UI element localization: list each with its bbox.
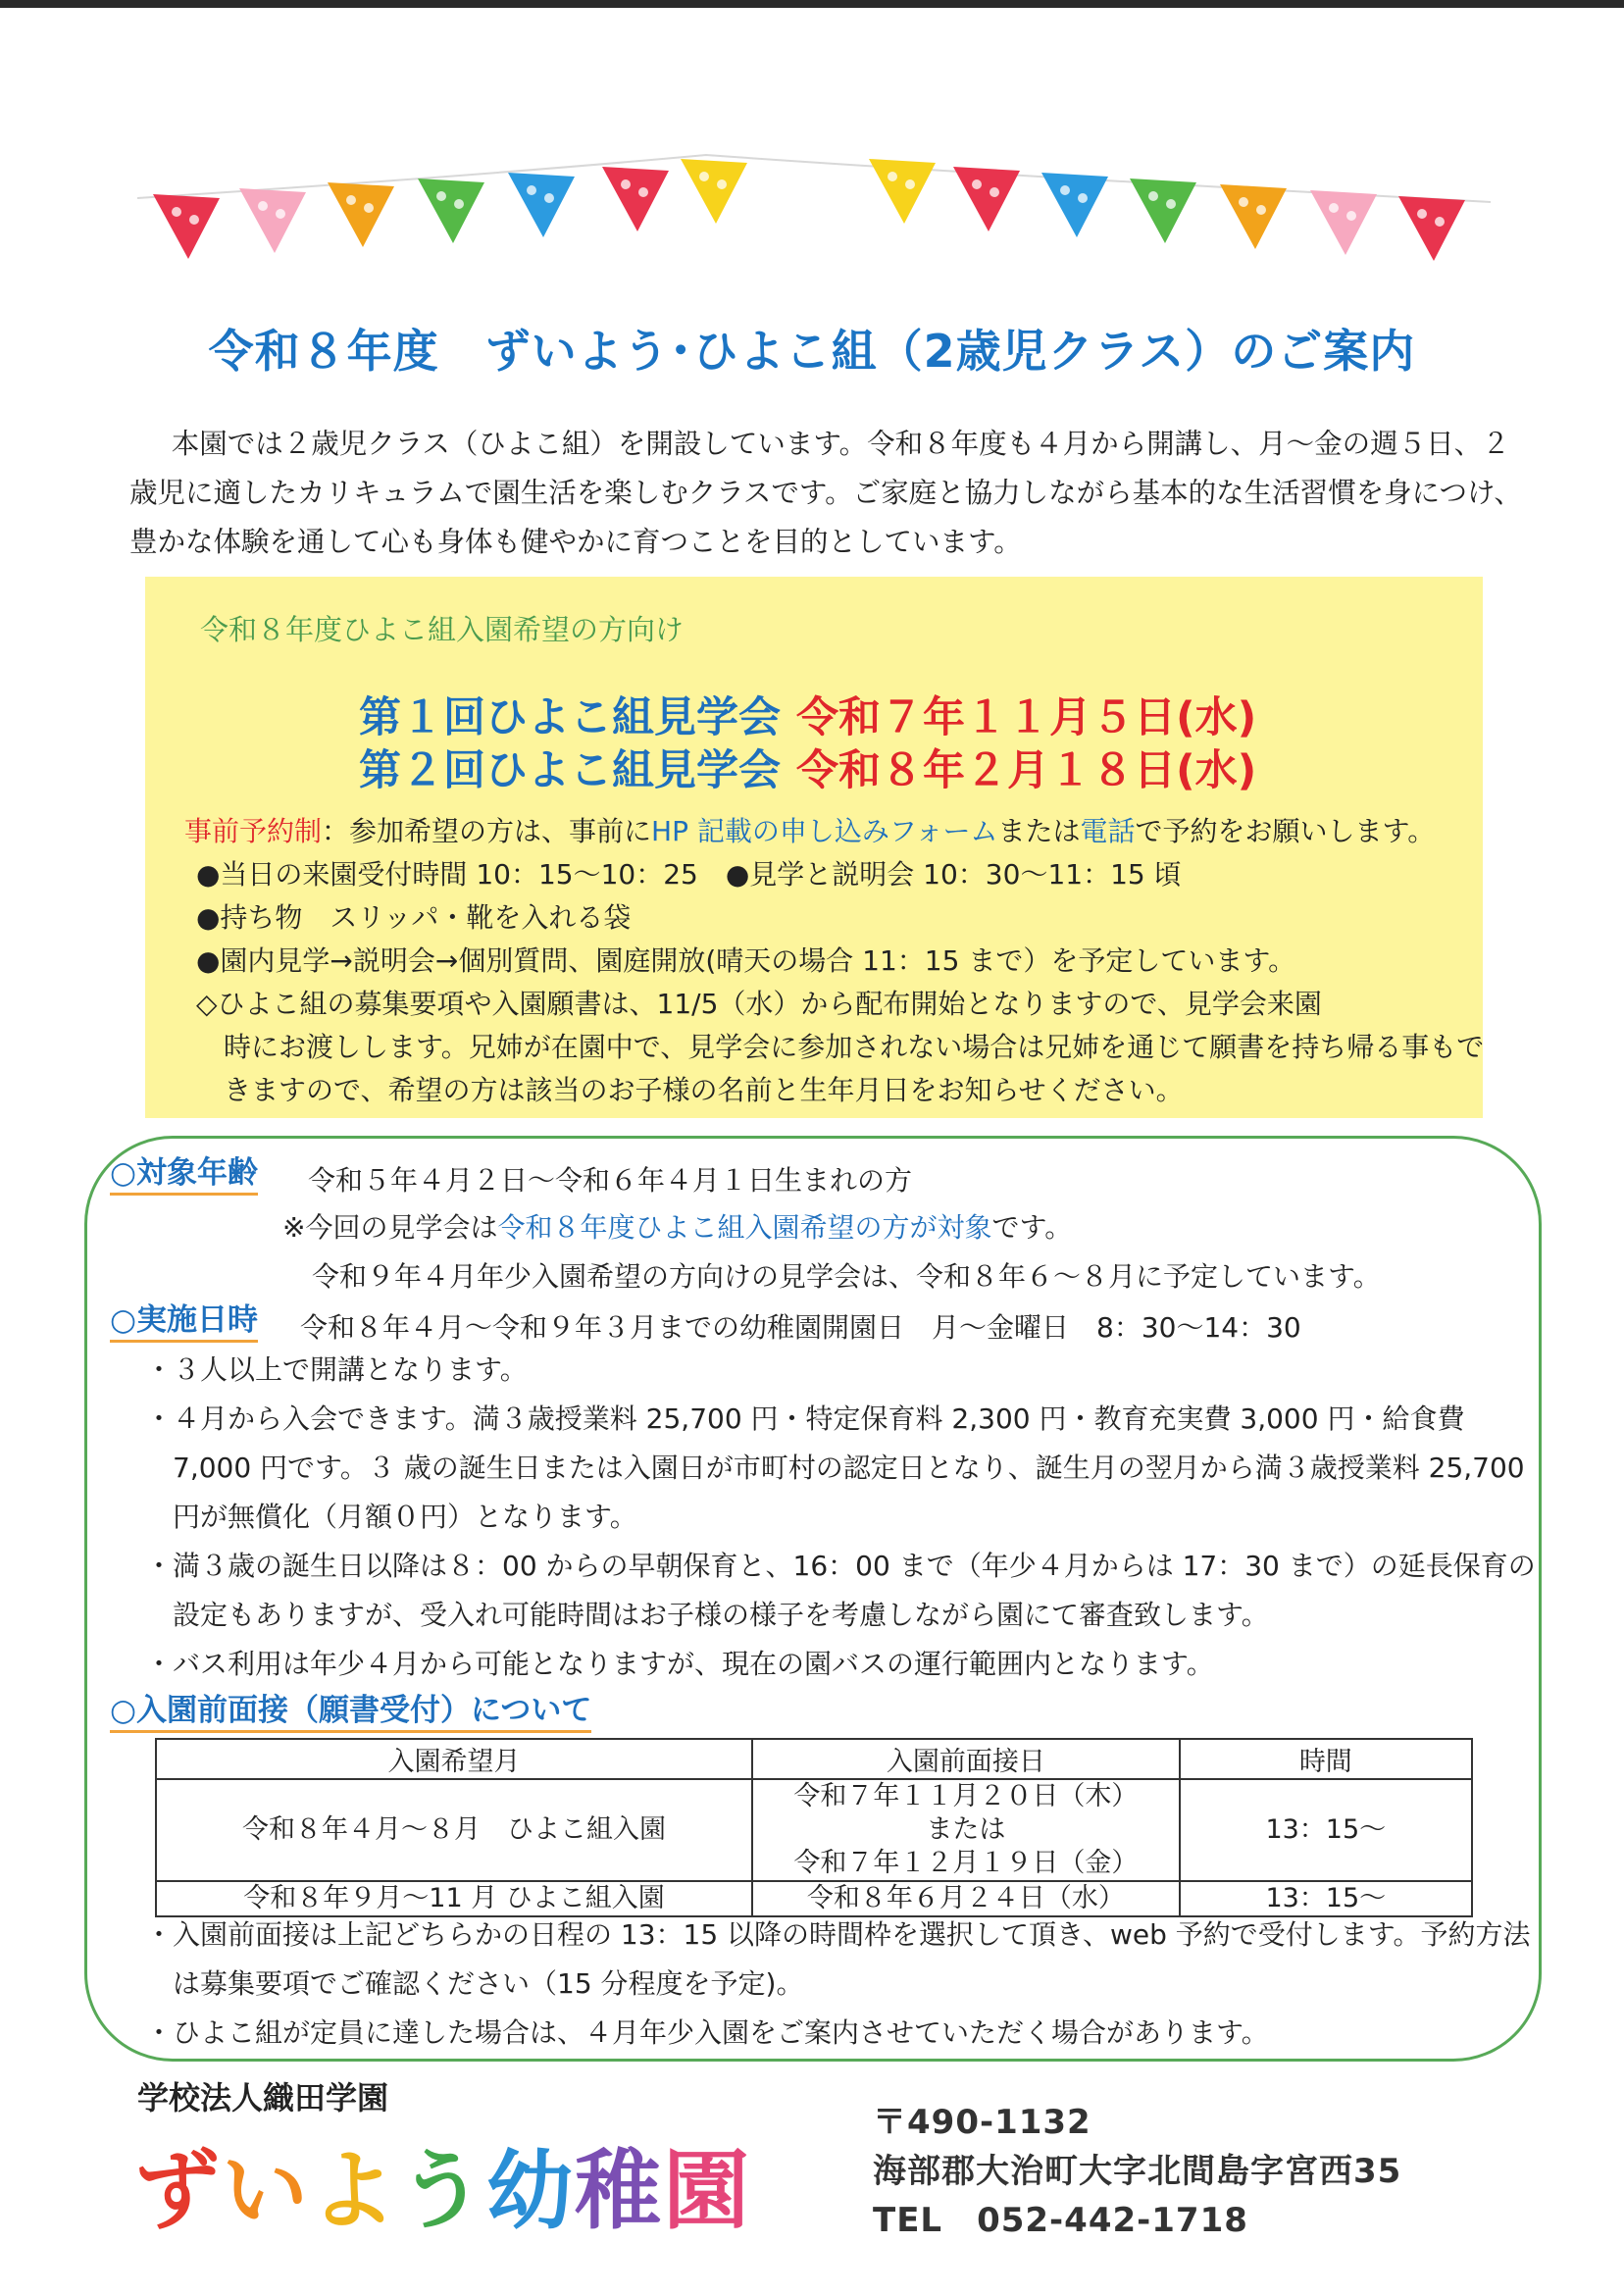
bunting-flag bbox=[869, 159, 936, 224]
bunting-flag-dot bbox=[189, 215, 199, 225]
reception-time-line: ●当日の来園受付時間 10：15～10：25 ●見学と説明会 10：30～11：15 頃 bbox=[196, 858, 1182, 891]
logo-character: う bbox=[398, 2140, 487, 2241]
bunting-flag-dot bbox=[454, 199, 464, 209]
interview-date-or: または bbox=[926, 1814, 1006, 1845]
event-date-1: 令和７年１１月５日(水) bbox=[796, 693, 1257, 742]
bunting-garland bbox=[0, 137, 1624, 294]
reservation-form-link[interactable]: HP 記載の申し込みフォーム bbox=[651, 815, 998, 847]
logo-character: 園 bbox=[663, 2140, 752, 2241]
interview-heading: ○入園前面接（願書受付）について bbox=[110, 1691, 591, 1733]
notice-lead: 令和８年度ひよこ組入園希望の方向け bbox=[200, 613, 685, 646]
target-age-note2: 令和９年４月年少入園希望の方向けの見学会は、令和８年６～８月に予定しています。 bbox=[312, 1260, 1381, 1293]
interview-schedule-table bbox=[155, 1738, 1473, 1917]
table-header: 時間 bbox=[1180, 1739, 1472, 1779]
table-header: 入園前面接日 bbox=[752, 1739, 1180, 1779]
event-date-2: 令和８年２月１８日(水) bbox=[796, 746, 1257, 795]
application-note-first: ◇ひよこ組の募集要項や入園願書は、11/5（水）から配布開始となりますので、見学会来園 bbox=[196, 988, 1322, 1020]
bunting-flag-dot bbox=[276, 209, 285, 219]
target-age-note-highlight: 令和８年度ひよこ組入園希望の方が対象 bbox=[497, 1211, 992, 1244]
logo-character: 稚 bbox=[575, 2140, 664, 2241]
bunting-flag bbox=[1220, 184, 1287, 249]
target-age-text: 令和５年４月２日～令和６年４月１日生まれの方 bbox=[308, 1164, 913, 1197]
reservation-text-post: で予約をお願いします。 bbox=[1135, 815, 1436, 847]
school-corporation-name: 学校法人織田学園 bbox=[137, 2079, 389, 2116]
schedule-text: 令和８年４月～令和９年３月までの幼稚園開園日 月～金曜日 8：30～14：30 bbox=[300, 1311, 1301, 1344]
bunting-flag-dot bbox=[1256, 205, 1266, 215]
bunting-flag-dot bbox=[172, 207, 181, 217]
target-age-note-pre: ※今回の見学会は bbox=[282, 1211, 498, 1244]
intro-paragraph: 本園では２歳児クラス（ひよこ組）を開設しています。令和８年度も４月から開講し、月～金の週５日、２歳児に適したカリキュラムで園生活を楽しむクラスです。ご家庭と協力しながら基本的な生活習慣を身につけ、豊かな体験を通して心も身体も健やかに育つことを目的としています。 bbox=[129, 428, 1522, 558]
bunting-flag-dot bbox=[544, 193, 554, 203]
logo-character: よ bbox=[310, 2140, 399, 2241]
reservation-label: 事前予約制 bbox=[184, 815, 323, 847]
bunting-flag-dot bbox=[905, 179, 915, 189]
bunting-flag-dot bbox=[258, 201, 268, 211]
event-row-2 bbox=[359, 738, 1256, 797]
bunting-flag bbox=[1398, 196, 1465, 261]
bunting-flag-dot bbox=[1435, 217, 1445, 227]
table-cell-month: 令和８年４月～８月 ひよこ組入園 bbox=[156, 1779, 752, 1881]
bunting-flag-dot bbox=[364, 203, 374, 213]
bunting-flag bbox=[1130, 178, 1196, 243]
bunting-flag-dot bbox=[990, 187, 999, 197]
bunting-flag-dot bbox=[1239, 197, 1248, 207]
bunting-flag-dot bbox=[638, 187, 648, 197]
kindergarten-logo bbox=[133, 2122, 751, 2246]
bunting-flag-dot bbox=[1078, 193, 1088, 203]
application-note bbox=[196, 983, 1491, 1112]
schedule-heading: ○実施日時 bbox=[110, 1300, 258, 1343]
bunting-flag-dot bbox=[1166, 199, 1176, 209]
belongings-line: ●持ち物 スリッパ・靴を入れる袋 bbox=[196, 901, 632, 934]
table-cell-time: 13：15～ bbox=[1180, 1779, 1472, 1881]
reservation-line bbox=[184, 810, 1435, 849]
target-age-note-post: です。 bbox=[991, 1211, 1073, 1244]
interview-date-option-2: 令和７年１２月１９日（金） bbox=[793, 1848, 1139, 1878]
bunting-flag-dot bbox=[527, 185, 536, 195]
bunting-flag bbox=[1041, 173, 1108, 237]
bunting-flag-dot bbox=[1417, 209, 1427, 219]
event-name-1: 第１回ひよこ組見学会 bbox=[359, 693, 781, 742]
schedule-bullet-4: ・バス利用は年少４月から可能となりますが、現在の園バスの運行範囲内となります。 bbox=[145, 1648, 1214, 1680]
bunting-flag-dot bbox=[1060, 185, 1070, 195]
table-cell-time: 13：15～ bbox=[1180, 1881, 1472, 1916]
page-title: 令和８年度 ずいよう･ひよこ組（2歳児クラス）のご案内 bbox=[208, 325, 1416, 378]
interview-bullet-1: ・入園前面接は上記どちらかの日程の 13：15 以降の時間枠を選択して頂き、web 予約で受付します。予約方法は募集要項でご確認ください（15 分程度を予定)。 bbox=[145, 1918, 1531, 2000]
schedule-bullet-2: ・４月から入会できます。満３歳授業料 25,700 円・特定保育料 2,300 円・教育充実費 3,000 円・給食費 7,000 円です。３ 歳の誕生日または入園日が市町村の認定日となり、誕生月の翌月から満３歳授業料 25,700 円が無償化（月額０円）となります。 bbox=[145, 1402, 1525, 1533]
bunting-flag bbox=[953, 167, 1020, 231]
logo-character: い bbox=[222, 2140, 311, 2241]
open-house-notice-box bbox=[145, 577, 1483, 1118]
bunting-flag-dot bbox=[436, 191, 446, 201]
bunting-flag-dot bbox=[717, 179, 727, 189]
table-cell-date: 令和８年６月２４日（水） bbox=[752, 1881, 1180, 1916]
target-age-note bbox=[282, 1206, 1072, 1246]
address: 海部郡大治町大字北間島字宮西35 bbox=[873, 2152, 1402, 2191]
bunting-flag-dot bbox=[972, 179, 982, 189]
bunting-flag-dot bbox=[1346, 211, 1356, 221]
target-age-heading: ○対象年齢 bbox=[110, 1153, 258, 1196]
bunting-flag bbox=[602, 167, 669, 231]
bunting-flag-dot bbox=[888, 172, 897, 181]
table-header: 入園希望月 bbox=[156, 1739, 752, 1779]
bunting-flag-dot bbox=[1329, 203, 1339, 213]
phone-number: TEL 052-442-1718 bbox=[873, 2201, 1248, 2240]
tour-plan-line: ●園内見学→説明会→個別質問、園庭開放(晴天の場合 11：15 まで）を予定しています。 bbox=[196, 944, 1296, 977]
reservation-text-mid: または bbox=[997, 815, 1081, 847]
interview-date-option-1: 令和７年１１月２０日（木） bbox=[793, 1781, 1139, 1811]
table-row bbox=[156, 1779, 1472, 1881]
bunting-flag bbox=[508, 173, 575, 237]
bunting-flag-dot bbox=[346, 195, 356, 205]
event-row-1 bbox=[359, 685, 1256, 744]
schedule-bullet-3: ・満３歳の誕生日以降は８：00 からの早朝保育と、16：00 まで（年少４月からは 17：30 まで）の延長保育の設定もありますが、受入れ可能時間はお子様の様子を考慮しながら園にて審査致します。 bbox=[145, 1550, 1536, 1631]
bunting-flag bbox=[418, 178, 484, 243]
event-name-2: 第２回ひよこ組見学会 bbox=[359, 746, 781, 795]
application-note-rest: 時にお渡しします。兄姉が在園中で、見学会に参加されない場合は兄姉を通じて願書を持ち帰る事もできますので、希望の方は該当のお子様の名前と生年月日をお知らせください。 bbox=[224, 1031, 1485, 1106]
table-cell-month: 令和８年９月～11 月 ひよこ組入園 bbox=[156, 1881, 752, 1916]
postal-code: 〒490-1132 bbox=[873, 2103, 1091, 2142]
logo-character: 幼 bbox=[486, 2140, 576, 2241]
bunting-flag-dot bbox=[621, 179, 631, 189]
table-header-row bbox=[156, 1739, 1472, 1779]
reservation-phone-link[interactable]: 電話 bbox=[1080, 815, 1136, 847]
logo-character: ず bbox=[133, 2140, 223, 2241]
bunting-flag bbox=[239, 188, 306, 253]
bunting-flag-dot bbox=[699, 172, 709, 181]
bunting-flag bbox=[328, 182, 394, 247]
reservation-text-pre: ：参加希望の方は、事前に bbox=[322, 815, 652, 847]
schedule-bullet-1: ・３人以上で開講となります。 bbox=[145, 1353, 528, 1386]
top-border bbox=[0, 0, 1624, 8]
bunting-flag-dot bbox=[1148, 191, 1158, 201]
bunting-flag bbox=[1310, 190, 1377, 255]
bunting-flag bbox=[153, 194, 220, 259]
table-cell-dates bbox=[752, 1779, 1180, 1881]
interview-bullet-2: ・ひよこ組が定員に達した場合は、４月年少入園をご案内させていただく場合があります。 bbox=[145, 2016, 1269, 2049]
bunting-flag bbox=[681, 159, 747, 224]
